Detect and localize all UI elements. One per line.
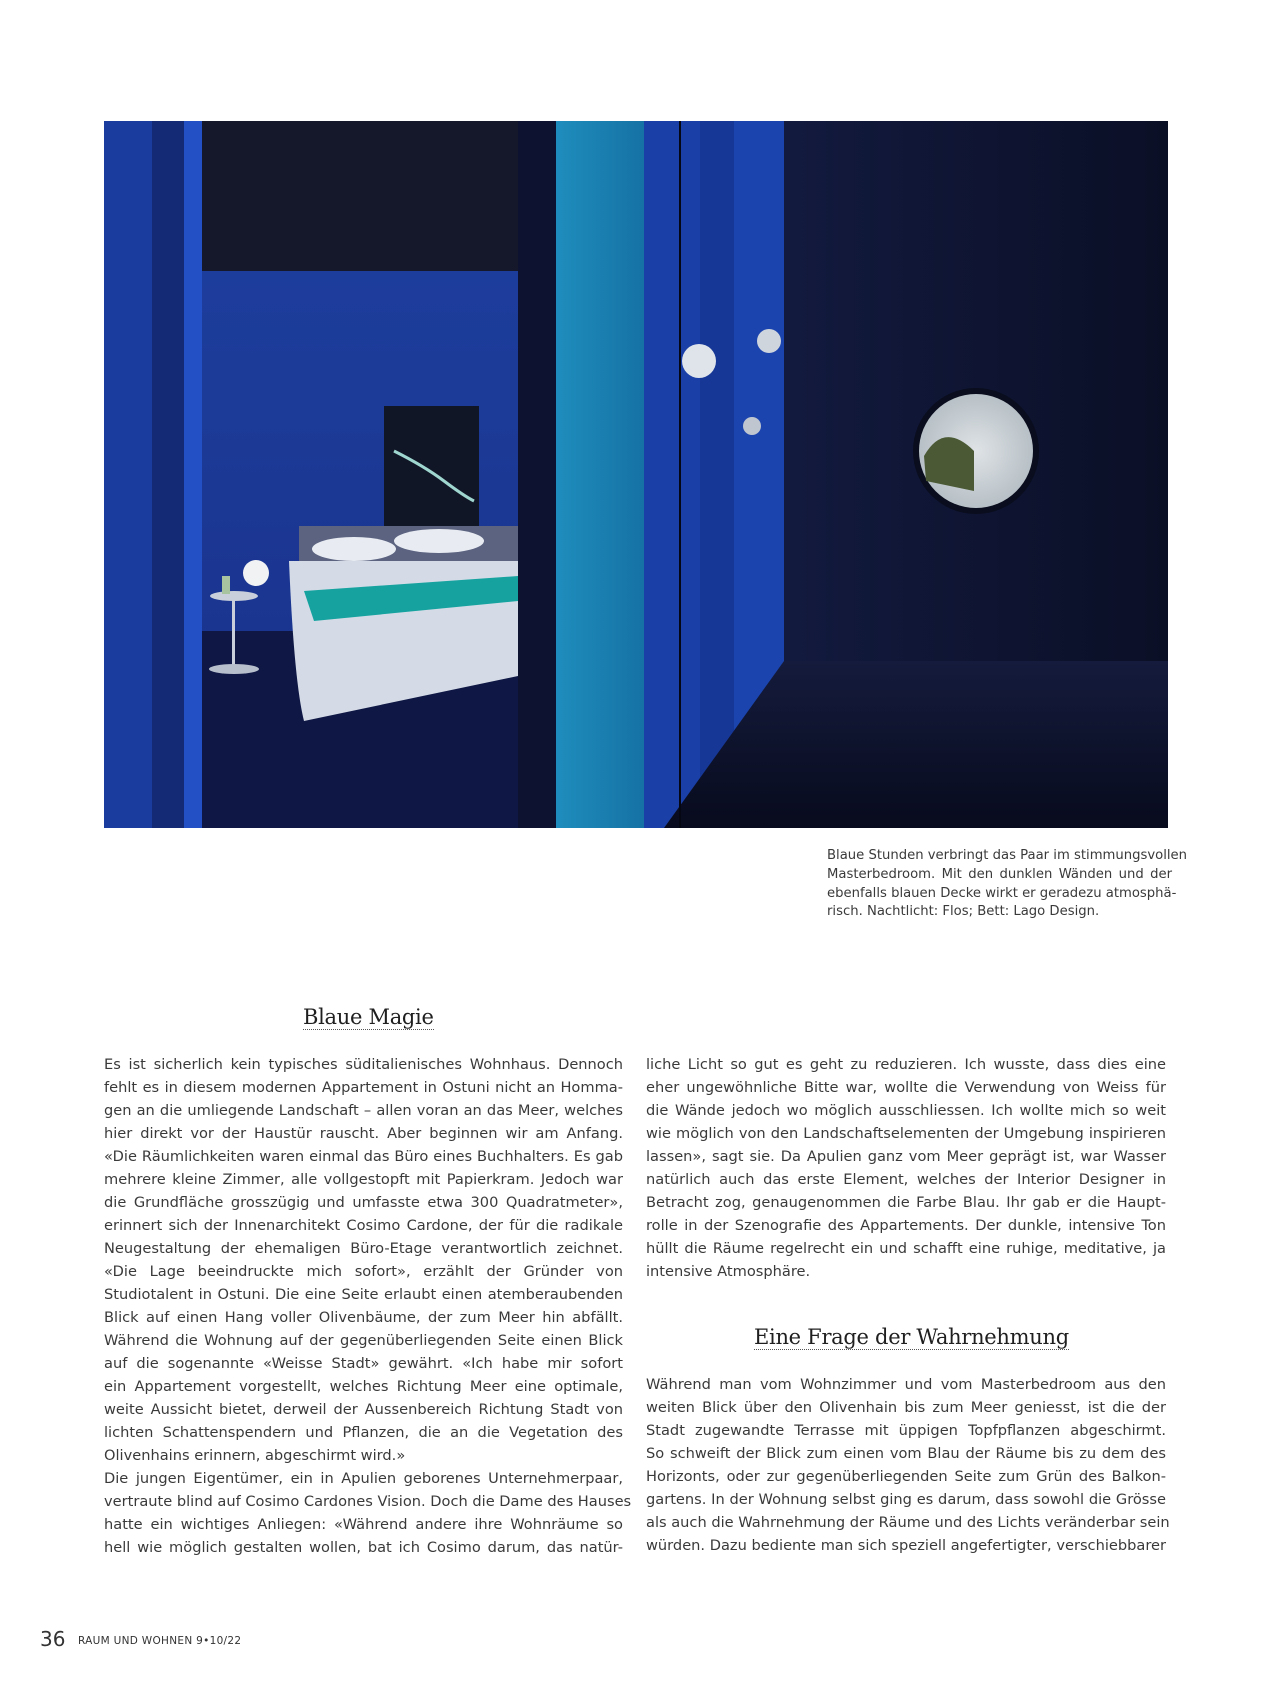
text-line: Es ist sicherlich kein typisches süditalienisches Wohnhaus. Dennoch <box>104 1056 623 1073</box>
caption-line: Masterbedroom. Mit den dunklen Wänden und der <box>827 866 1172 882</box>
caption-line: ebenfalls blauen Decke wirkt er geradezu atmosphä- <box>827 885 1177 901</box>
text-line: Neugestaltung der ehemaligen Büro-Etage verantwortlich zeichnet. <box>104 1240 623 1257</box>
text-line: Die jungen Eigentümer, ein in Apulien geborenes Unternehmerpaar, <box>104 1470 623 1487</box>
text-line: mehrere kleine Zimmer, alle vollgestopft mit Papierkram. Jedoch war <box>104 1171 623 1188</box>
text-line: hüllt die Räume regelrecht ein und schafft eine ruhige, meditative, ja <box>646 1240 1166 1257</box>
text-line: hier direkt vor der Haustür rauscht. Aber beginnen wir am Anfang. <box>104 1125 623 1142</box>
text-line: die Grundfläche grosszügig und umfasste etwa 300 Quadratmeter», <box>104 1194 623 1211</box>
heading-text: Blaue Magie <box>303 1005 434 1029</box>
text-line: hell wie möglich gestalten wollen, bat ich Cosimo darum, das natür- <box>104 1539 623 1556</box>
text-line: ein Appartement vorgestellt, welches Richtung Meer eine optimale, <box>104 1378 623 1395</box>
body-column-left <box>104 1053 632 1559</box>
page-number: 36 <box>40 1627 66 1651</box>
text-line: vertraute blind auf Cosimo Cardones Vision. Doch die Dame des Hauses <box>104 1493 632 1510</box>
text-line: liche Licht so gut es geht zu reduzieren. Ich wusste, dass dies eine <box>646 1056 1166 1073</box>
text-line: lassen», sagt sie. Da Apulien ganz vom Meer geprägt ist, war Wasser <box>646 1148 1166 1165</box>
text-line: So schweift der Blick zum einen vom Blau der Räume bis zu dem des <box>646 1445 1166 1462</box>
bedroom-photo <box>104 121 1168 828</box>
text-line: wie möglich von den Landschaftselementen der Umgebung inspirieren <box>646 1125 1166 1142</box>
section-heading-wahrnehmung <box>754 1322 1069 1350</box>
caption-line: risch. Nachtlicht: Flos; Bett: Lago Design. <box>827 904 1100 920</box>
text-line: «Die Räumlichkeiten waren einmal das Büro eines Buchhalters. Es gab <box>104 1148 623 1165</box>
text-line: Blick auf einen Hang voller Olivenbäume, der zum Meer hin abfällt. <box>104 1309 623 1326</box>
text-line: «Die Lage beeindruckte mich sofort», erzählt der Gründer von <box>104 1263 623 1280</box>
text-line: die Wände jedoch wo möglich ausschliessen. Ich wollte mich so weit <box>646 1102 1166 1119</box>
text-line: würden. Dazu bediente man sich speziell angefertigter, verschiebbarer <box>646 1537 1166 1554</box>
text-line: natürlich auch das erste Element, welches der Interior Designer in <box>646 1171 1166 1188</box>
text-line: eher ungewöhnliche Bitte war, wollte die Verwendung von Weiss für <box>646 1079 1166 1096</box>
section-heading-blaue-magie <box>303 1002 434 1030</box>
text-line: Betracht zog, genaugenommen die Farbe Blau. Ihr gab er die Haupt- <box>646 1194 1166 1211</box>
text-line: fehlt es in diesem modernen Appartement in Ostuni nicht an Homma- <box>104 1079 623 1096</box>
text-line: erinnert sich der Innenarchitekt Cosimo Cardone, der für die radikale <box>104 1217 623 1234</box>
text-line: hatte ein wichtiges Anliegen: «Während andere ihre Wohnräume so <box>104 1516 623 1533</box>
caption-line: Blaue Stunden verbringt das Paar im stimmungsvollen <box>827 848 1188 863</box>
body-column-right-bottom <box>646 1373 1170 1557</box>
text-line: intensive Atmosphäre. <box>646 1263 811 1280</box>
magazine-issue: RAUM UND WOHNEN 9•10/22 <box>78 1635 242 1647</box>
text-line: lichten Schattenspendern und Pflanzen, die an die Vegetation des <box>104 1424 623 1441</box>
text-line: Horizonts, oder zur gegenüberliegenden Seite zum Grün des Balkon- <box>646 1468 1166 1485</box>
text-line: Während die Wohnung auf der gegenüberliegenden Seite einen Blick <box>104 1332 623 1349</box>
text-line: Stadt zugewandte Terrasse mit üppigen Topfpflanzen abgeschirmt. <box>646 1422 1166 1439</box>
body-column-right-top <box>646 1053 1166 1283</box>
text-line: als auch die Wahrnehmung der Räume und des Lichts veränderbar sein <box>646 1514 1170 1531</box>
text-line: Olivenhains erinnern, abgeschirmt wird.» <box>104 1447 406 1464</box>
text-line: auf die sogenannte «Weisse Stadt» gewährt. «Ich habe mir sofort <box>104 1355 623 1372</box>
heading-text: Eine Frage der Wahrnehmung <box>754 1325 1069 1349</box>
text-line: weiten Blick über den Olivenhain bis zum Meer geniesst, ist die der <box>646 1399 1166 1416</box>
text-line: Während man vom Wohnzimmer und vom Masterbedroom aus den <box>646 1376 1166 1393</box>
text-line: weite Aussicht bietet, derweil der Aussenbereich Richtung Stadt von <box>104 1401 623 1418</box>
text-line: gartens. In der Wohnung selbst ging es darum, dass sowohl die Grösse <box>646 1491 1166 1508</box>
text-line: rolle in der Szenografie des Appartements. Der dunkle, intensive Ton <box>646 1217 1166 1234</box>
photo-caption <box>827 847 1188 922</box>
text-line: Studiotalent in Ostuni. Die eine Seite erlaubt einen atemberaubenden <box>104 1286 623 1303</box>
text-line: gen an die umliegende Landschaft – allen voran an das Meer, welches <box>104 1102 623 1119</box>
